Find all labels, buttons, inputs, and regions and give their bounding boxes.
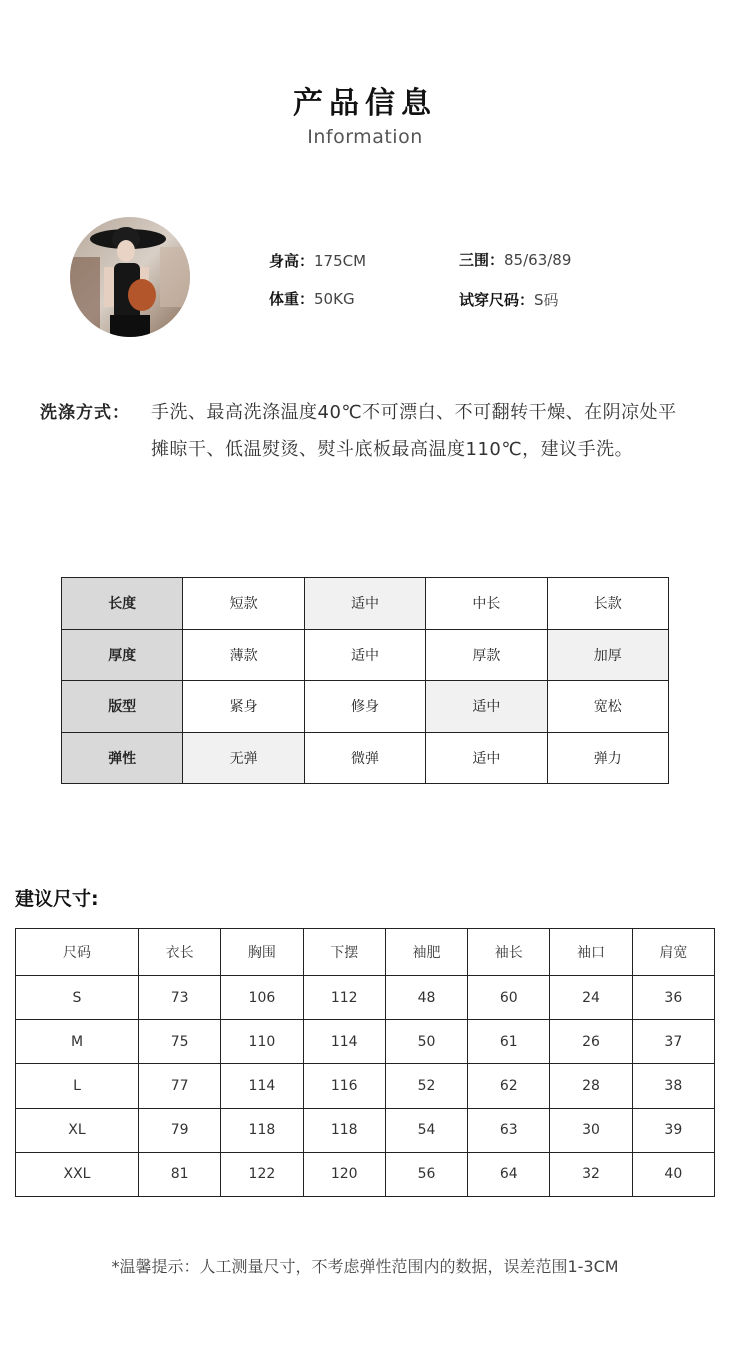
measurement-cell: 52 [385,1064,467,1108]
weight-label: 体重： [269,290,315,308]
size-chart-header-row [16,929,715,976]
measurement-cell: 118 [303,1108,385,1152]
table-row [16,1020,715,1064]
measurement-cell: 112 [303,976,385,1020]
washing-label: 洗涤方式： [40,403,130,423]
attribute-option: 短款 [183,578,304,630]
measurement-cell: 26 [550,1020,632,1064]
table-row [16,1064,715,1108]
measurement-cell: 63 [468,1108,550,1152]
attribute-option-selected: 加厚 [547,629,668,681]
measurement-cell: 64 [468,1152,550,1196]
table-row [16,976,715,1020]
size-chart-column-header: 尺码 [16,929,139,976]
attribute-name: 长度 [62,578,183,630]
measurement-cell: 36 [632,976,714,1020]
model-height [269,250,366,271]
size-chart-heading: 建议尺寸: [15,888,99,910]
measurement-cell: 48 [385,976,467,1020]
size-chart-column-header: 肩宽 [632,929,714,976]
size-label-cell: L [16,1064,139,1108]
size-chart-column-header: 袖口 [550,929,632,976]
measurement-cell: 24 [550,976,632,1020]
height-label: 身高： [269,252,315,270]
measurement-cell: 37 [632,1020,714,1064]
height-value: 175CM [314,252,367,270]
measurement-cell: 56 [385,1152,467,1196]
measurement-cell: 62 [468,1064,550,1108]
attribute-name: 厚度 [62,629,183,681]
page-subtitle: Information [307,126,423,148]
attribute-option: 适中 [426,732,547,784]
measurement-cell: 110 [221,1020,303,1064]
measurement-cell: 50 [385,1020,467,1064]
attribute-option: 薄款 [183,629,304,681]
attribute-name: 版型 [62,681,183,733]
attribute-option: 紧身 [183,681,304,733]
measurement-cell: 77 [139,1064,221,1108]
size-label-cell: M [16,1020,139,1064]
size-chart-column-header: 胸围 [221,929,303,976]
measurement-cell: 122 [221,1152,303,1196]
attribute-option: 长款 [547,578,668,630]
measurement-cell: 106 [221,976,303,1020]
measurement-cell: 38 [632,1064,714,1108]
size-label-cell: S [16,976,139,1020]
measurement-cell: 118 [221,1108,303,1152]
attribute-option-selected: 无弹 [183,732,304,784]
measurement-cell: 120 [303,1152,385,1196]
attribute-name: 弹性 [62,732,183,784]
attribute-row [62,629,669,681]
attribute-option: 宽松 [547,681,668,733]
attribute-table [61,577,669,784]
attribute-row [62,578,669,630]
measurement-cell: 79 [139,1108,221,1152]
attribute-option: 修身 [304,681,425,733]
measurement-cell: 32 [550,1152,632,1196]
measurement-cell: 61 [468,1020,550,1064]
measurement-cell: 39 [632,1108,714,1152]
measurement-note: *温馨提示：人工测量尺寸，不考虑弹性范围内的数据，误差范围1-3CM [111,1257,619,1276]
table-row [16,1108,715,1152]
measurement-cell: 40 [632,1152,714,1196]
measurement-cell: 54 [385,1108,467,1152]
bust-value: 85/63/89 [504,251,572,269]
model-photo [70,217,190,337]
size-chart-column-header: 袖长 [468,929,550,976]
attribute-option-selected: 适中 [304,578,425,630]
size-chart-column-header: 下摆 [303,929,385,976]
bust-label: 三围： [459,251,505,269]
model-trial-size [459,289,559,310]
attribute-option: 微弹 [304,732,425,784]
attribute-row [62,732,669,784]
model-weight [269,288,355,309]
attribute-row [62,681,669,733]
attribute-option-selected: 适中 [426,681,547,733]
table-row [16,1152,715,1196]
measurement-cell: 73 [139,976,221,1020]
measurement-cell: 81 [139,1152,221,1196]
attribute-option: 中长 [426,578,547,630]
model-bust [459,249,571,270]
size-label-cell: XL [16,1108,139,1152]
size-chart-column-header: 袖肥 [385,929,467,976]
size-label-cell: XXL [16,1152,139,1196]
weight-value: 50KG [314,290,355,308]
attribute-option: 厚款 [426,629,547,681]
measurement-cell: 75 [139,1020,221,1064]
measurement-cell: 114 [221,1064,303,1108]
size-chart-column-header: 衣长 [139,929,221,976]
trial-size-value: S码 [534,291,559,309]
trial-size-label: 试穿尺码： [459,291,535,309]
page-title: 产品信息 [293,86,437,121]
measurement-cell: 30 [550,1108,632,1152]
measurement-cell: 116 [303,1064,385,1108]
model-photo-image [70,217,190,337]
attribute-option: 适中 [304,629,425,681]
size-chart-table [15,928,715,1197]
washing-text: 手洗、最高洗涤温度40℃不可漂白、不可翻转干燥、在阴凉处平摊晾干、低温熨烫、熨斗底板最高温度110℃，建议手洗。 [151,402,677,460]
measurement-cell: 114 [303,1020,385,1064]
measurement-cell: 60 [468,976,550,1020]
attribute-option: 弹力 [547,732,668,784]
measurement-cell: 28 [550,1064,632,1108]
